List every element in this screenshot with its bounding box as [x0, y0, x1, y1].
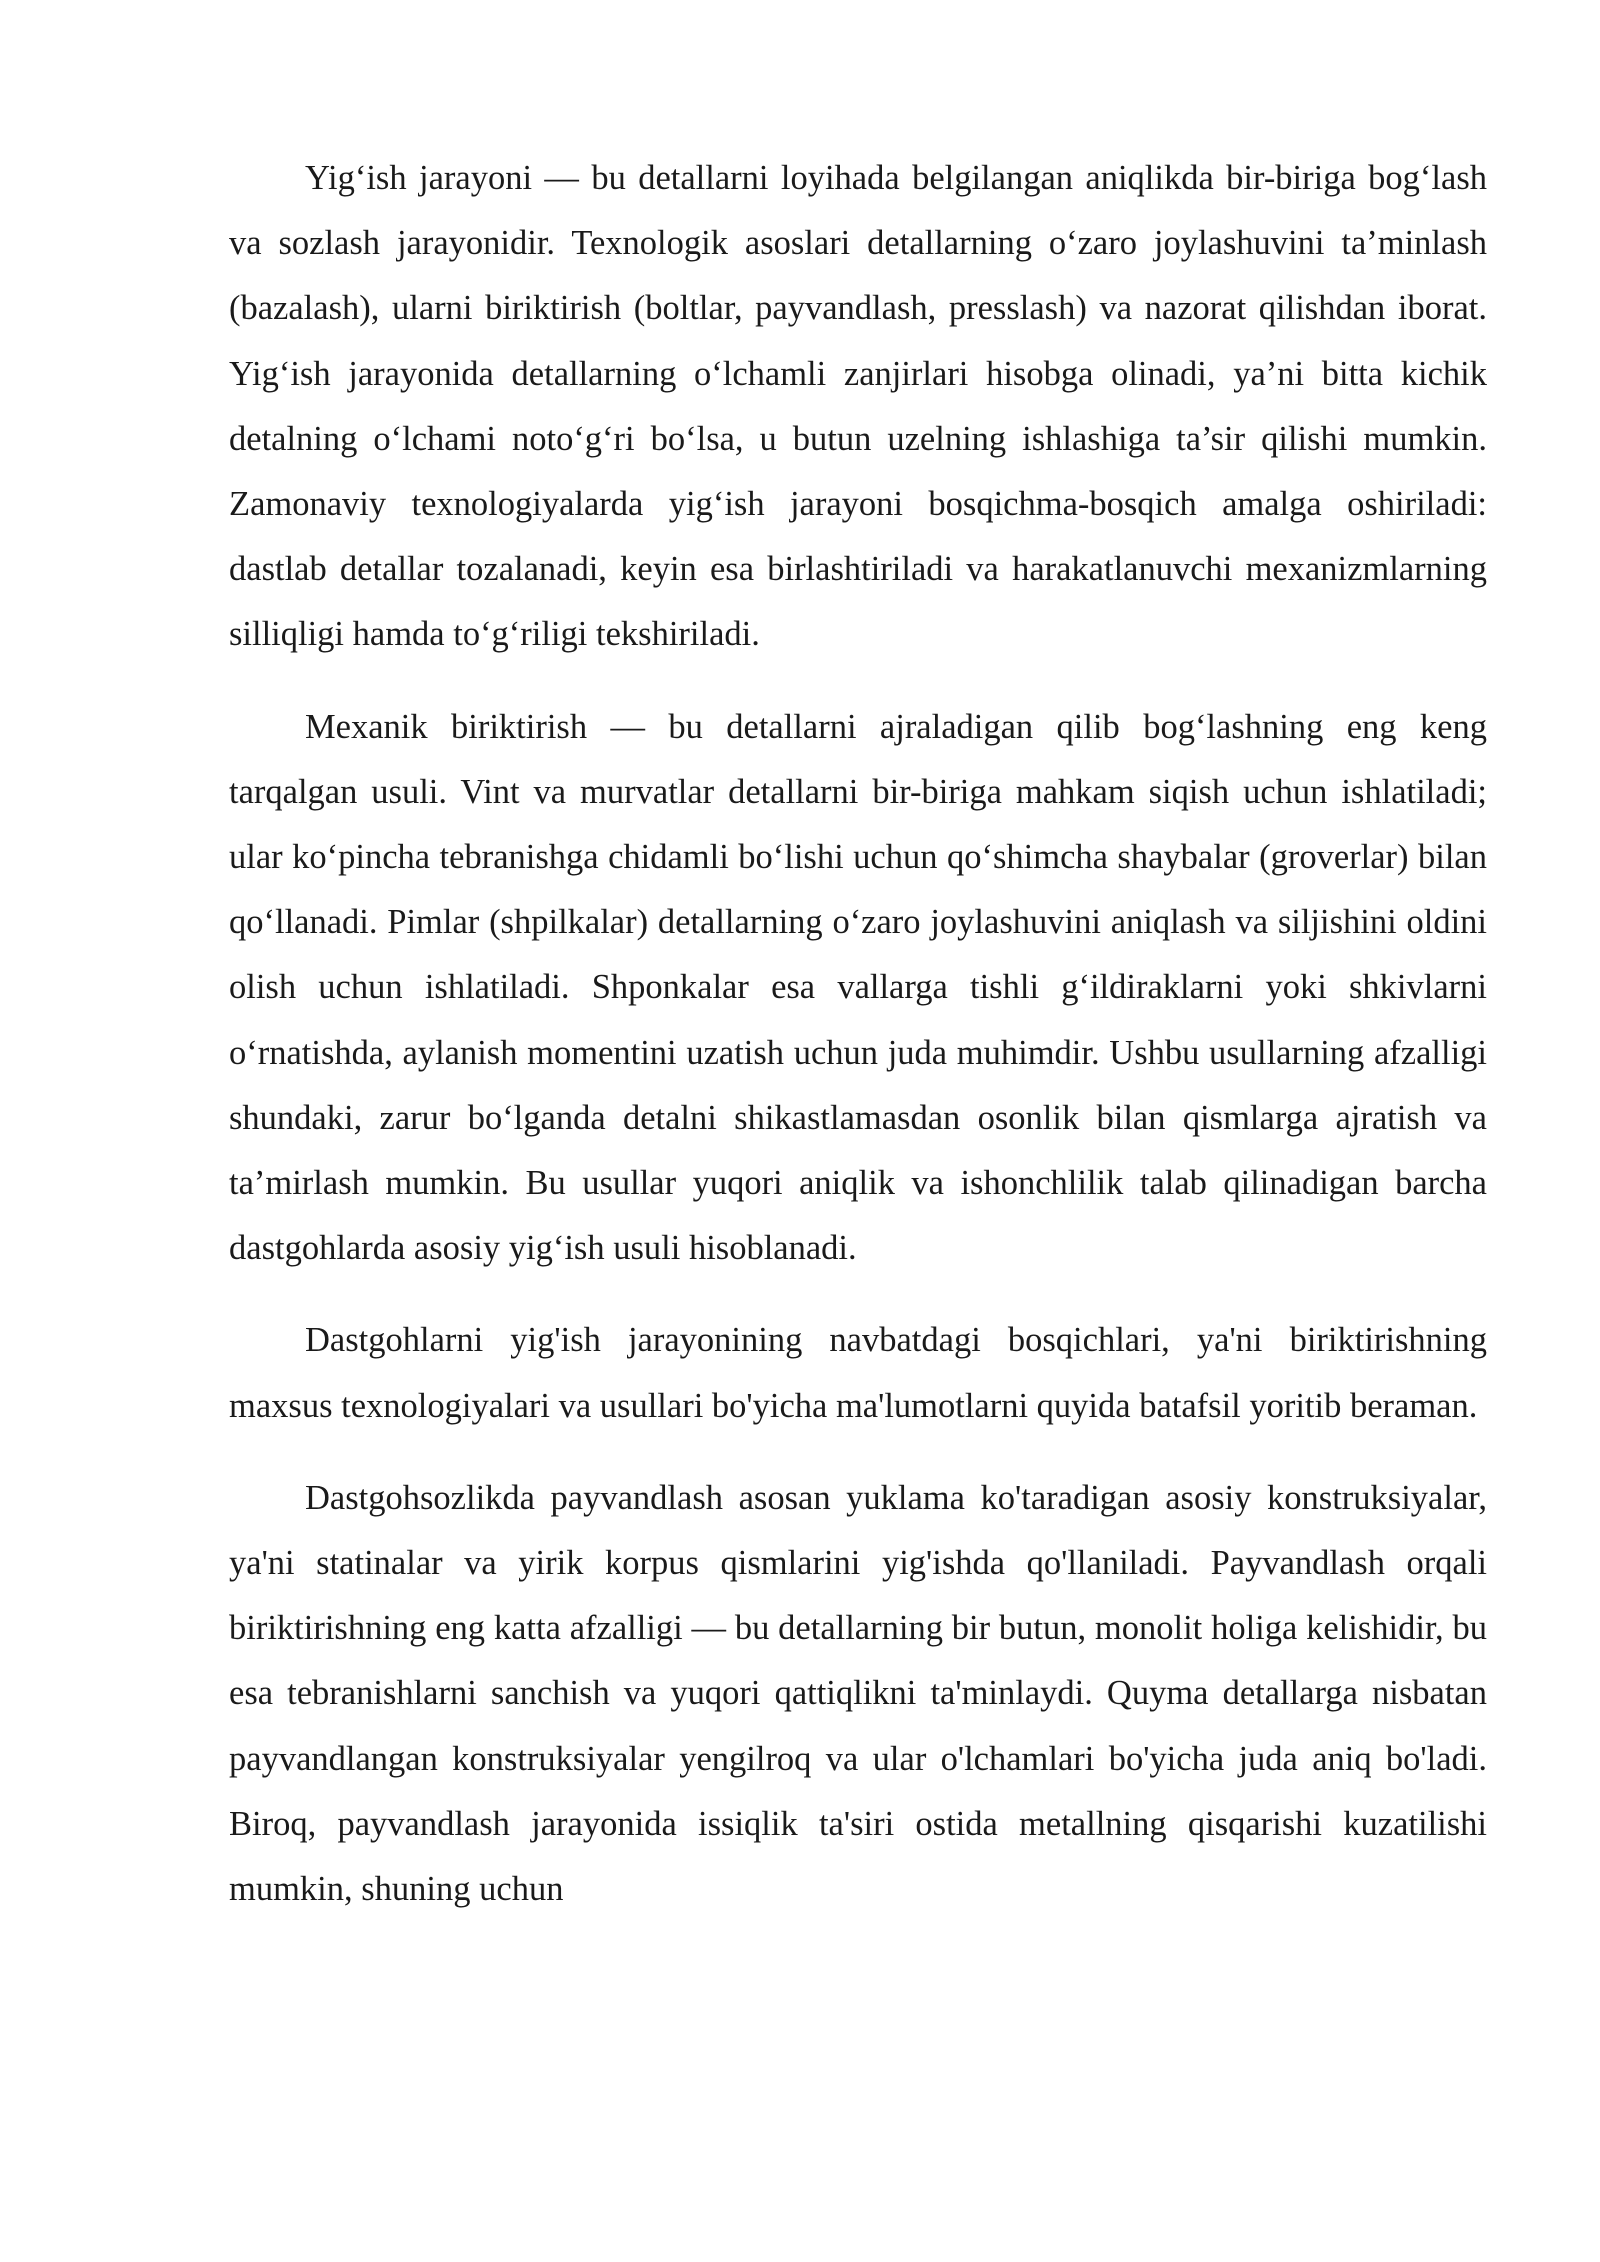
document-body	[229, 146, 1487, 1949]
paragraph-next-stages: Dastgohlarni yig'ish jarayonining navbatdagi bosqichlari, ya'ni biriktirishning maxsus texnologiyalari va usullari bo'yicha ma'lumotlarni quyida batafsil yoritib beraman.	[229, 1321, 1487, 1425]
paragraph-assembly-process: Yig‘ish jarayoni — bu detallarni loyihada belgilangan aniqlikda bir-biriga bog‘lash va sozlash jarayonidir. Texnologik asoslari detallarning o‘zaro joylashuvini ta’minlash (bazalash), ularni biriktirish (boltlar, payvandlash, presslash) va nazorat qilishdan iborat. Yig‘ish jarayonida detallarning o‘lchamli zanjirlari hisobga olinadi, ya’ni bitta kichik detalning o‘lchami noto‘g‘ri bo‘lsa, u butun uzelning ishlashiga ta’sir qilishi mumkin. Zamonaviy texnologiyalarda yig‘ish jarayoni bosqichma-bosqich amalga oshiriladi: dastlab detallar tozalanadi, keyin esa birlashtiriladi va harakatlanuvchi mexanizmlarning silliqligi hamda to‘g‘riligi tekshiriladi.	[229, 159, 1487, 654]
paragraph-mechanical-fastening: Mexanik biriktirish — bu detallarni ajraladigan qilib bog‘lashning eng keng tarqalgan usuli. Vint va murvatlar detallarni bir-biriga mahkam siqish uchun ishlatiladi; ular ko‘pincha tebranishga chidamli bo‘lishi uchun qo‘shimcha shaybalar (groverlar) bilan qo‘llanadi. Pimlar (shpilkalar) detallarning o‘zaro joylashuvini aniqlash va siljishini oldini olish uchun ishlatiladi. Shponkalar esa vallarga tishli g‘ildiraklarni yoki shkivlarni o‘rnatishda, aylanish momentini uzatish uchun juda muhimdir. Ushbu usullarning afzalligi shundaki, zarur bo‘lganda detalni shikastlamasdan osonlik bilan qismlarga ajratish va ta’mirlash mumkin. Bu usullar yuqori aniqlik va ishonchlilik talab qilinadigan barcha dastgohlarda asosiy yig‘ish usuli hisoblanadi.	[229, 707, 1487, 1268]
paragraph-welding: Dastgohsozlikda payvandlash asosan yuklama ko'taradigan asosiy konstruksiyalar, ya'ni statinalar va yirik korpus qismlarini yig'ishda qo'llaniladi. Payvandlash orqali biriktirishning eng katta afzalligi — bu detallarning bir butun, monolit holiga kelishidir, bu esa tebranishlarni sanchish va yuqori qattiqlikni ta'minlaydi. Quyma detallarga nisbatan payvandlangan konstruksiyalar yengilroq va ular o'lchamlari bo'yicha juda aniq bo'ladi. Biroq, payvandlash jarayonida issiqlik ta'siri ostida metallning qisqarishi kuzatilishi mumkin, shuning uchun	[229, 1478, 1487, 1909]
